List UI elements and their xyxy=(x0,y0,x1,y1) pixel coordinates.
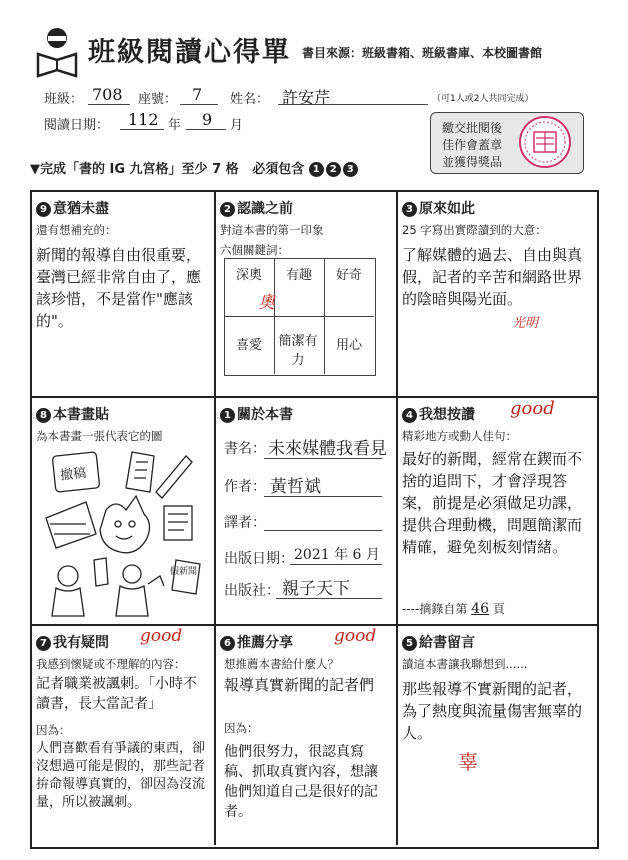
cell-7-reason-label: 因為： xyxy=(36,723,71,737)
cell-9-answer[interactable]: 新聞的報導自由很重要，臺灣已經非常自由了，應該珍惜，不是當作"應該的"。 xyxy=(36,246,202,330)
stamp-seal-icon xyxy=(516,114,574,170)
keyword-2[interactable]: 有趣 xyxy=(285,268,312,283)
page-title: 班級閱讀心得單 xyxy=(88,37,291,68)
keyword-1[interactable]: 深奧 xyxy=(235,268,262,283)
cell-4-title: 4 我想按讚 xyxy=(402,404,475,424)
cell-4-excerpt: ----摘錄自第 46 頁 xyxy=(402,601,505,617)
cell-2-title: 2 認識之前 xyxy=(220,198,293,218)
cell-9-prompt: 還有想補充的： xyxy=(36,223,117,237)
name-label: 姓名： xyxy=(230,92,270,107)
cell-9-title: 9 意猶未盡 xyxy=(36,198,109,218)
cell-4-grade: good xyxy=(510,398,555,419)
cell-6-reason-label: 因為： xyxy=(224,721,259,735)
book-source: 書目來源：班級書箱、班級書庫、本校圖書館 xyxy=(302,46,543,60)
keyword-4[interactable]: 喜愛 xyxy=(235,338,262,353)
keyword-6[interactable]: 用心 xyxy=(335,338,362,353)
field-publisher-value[interactable]: 親子天下 xyxy=(282,579,350,599)
cell-1-title: 1 關於本書 xyxy=(220,404,293,424)
cell-7-reason[interactable]: 人們喜歡看有爭議的東西，卻沒想過可能是假的，那些記者拚命報導真實的，卻因為沒流量，所以被諷刺。 xyxy=(36,741,206,810)
group-note: （可1人或2人共同完成） xyxy=(432,94,534,104)
cell-5-answer[interactable]: 那些報導不實新聞的記者，為了熱度與流量傷害無辜的人。 xyxy=(402,680,583,742)
cell-3-prompt: 25 字寫出實際讀到的大意： xyxy=(402,223,547,237)
cell-4-prompt: 精彩地方或動人佳句： xyxy=(402,429,517,443)
drawing-label-1: 撤稿 xyxy=(59,465,88,484)
seat-label: 座號： xyxy=(138,92,178,107)
cell-7-answer[interactable]: 記者職業被諷刺。「小時不讀書，長大當記者」 xyxy=(36,676,197,712)
drawing-label-2: 假新聞 xyxy=(170,567,198,577)
cell-2-correction: 奧 xyxy=(258,293,275,313)
field-publisher-label: 出版社： xyxy=(224,583,280,599)
reader-icon xyxy=(30,24,84,78)
keyword-5[interactable]: 簡潔有力 xyxy=(278,334,318,368)
cell-3-title: 3 原來如此 xyxy=(402,198,475,218)
book-drawing xyxy=(36,444,208,620)
cell-7-title: 7 我有疑問 xyxy=(36,632,109,652)
cell-5-title: 5 給書留言 xyxy=(402,632,475,652)
name-value[interactable]: 許安芹 xyxy=(282,88,331,107)
cell-2-sub: 六個關鍵詞： xyxy=(220,243,289,257)
class-value[interactable]: 708 xyxy=(92,85,123,104)
date-label: 閱讀日期： xyxy=(44,118,110,133)
cell-6-reason[interactable]: 他們很努力，很認真寫稿、抓取真實內容，想讓他們知道自己是很好的記者。 xyxy=(224,744,378,820)
cell-6-grade: good xyxy=(334,626,377,646)
cell-6-title: 6 推薦分享 xyxy=(220,632,293,652)
field-translator-label: 譯者： xyxy=(224,515,266,531)
year-label: 年 xyxy=(168,118,182,133)
keyword-3[interactable]: 好奇 xyxy=(335,268,362,283)
field-title-value[interactable]: 未來媒體我看見 xyxy=(268,439,387,459)
cell-5-correction: 辜 xyxy=(458,750,478,774)
instruction: ▼完成「書的 IG 九宮格」至少 7 格 必須包含 1 2 3 xyxy=(30,158,360,177)
cell-3-grade: 光明 xyxy=(512,316,539,331)
cell-6-prompt: 想推薦本書給什麼人？ xyxy=(224,657,339,671)
month-label: 月 xyxy=(230,118,244,133)
date-year[interactable]: 112 xyxy=(128,110,159,129)
field-author-label: 作者： xyxy=(224,479,266,495)
stamp-text: 繳交批閱後 佳作會蓋章 並獲得獎品 xyxy=(441,121,502,169)
field-author-value[interactable]: 黃哲斌 xyxy=(270,477,321,497)
cell-8-prompt: 為本書畫一張代表它的圖 xyxy=(36,429,163,443)
field-title-label: 書名： xyxy=(224,441,266,457)
seat-value[interactable]: 7 xyxy=(192,85,203,104)
cell-5-prompt: 讀這本書讓我聯想到...... xyxy=(402,657,528,671)
cell-8-title: 8 本書畫貼 xyxy=(36,404,109,424)
cell-2-prompt: 對這本書的第一印象 xyxy=(220,223,324,237)
cell-3-answer[interactable]: 了解媒體的過去、自由與真假，記者的辛苦和網路世界的陰暗與陽光面。 xyxy=(402,246,583,308)
cell-6-answer[interactable]: 報導真實新聞的記者們 xyxy=(224,676,375,694)
class-label: 班級： xyxy=(44,92,84,107)
field-date-label: 出版日期： xyxy=(224,551,294,567)
cell-4-answer[interactable]: 最好的新聞，經常在鍥而不捨的追問下，才會浮現答案，前提是必須做足功課，提供合理動機，問題簡潔而精確，避免刻板刻情緒。 xyxy=(402,450,583,556)
cell-7-prompt: 我感到懷疑或不理解的內容： xyxy=(36,657,186,671)
field-date-value[interactable]: 2021 年 6 月 xyxy=(294,547,380,563)
cell-7-grade: good xyxy=(140,626,183,646)
date-month[interactable]: 9 xyxy=(202,110,213,129)
